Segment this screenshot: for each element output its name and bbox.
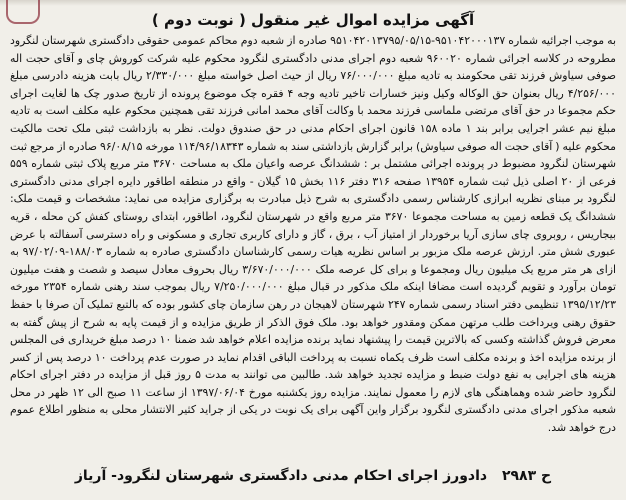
notice-code: ح ۲۹۸۳ [501,468,552,484]
notice-body: به موجب اجرائیه شماره ۹۵۱۰۴۲۰۰۰۱۳۷-۹۵۱۰۴۲۰۱۳۷۹۵/۰۵/۱۵ صادره از شعبه دوم محاکم عمومی حقوقی دادگستری شهرستان لنگرود مطروحه در کلاسه اجرائی شماره ۹۶۰۰۲۰ شعبه دوم اجرای مدنی دادگستری لنگرود محکوم علیه شرکت کوروش چای و آقای حجت اله صوفی سیاوش فرزند تقی محکومند به تادیه مبلغ ۷۶/۰۰۰/۰۰۰ ریال از حیث اصل خواسته مبلغ ۲/۳۳۰/۰۰۰ ریال بابت هزینه دادرسی مبلغ ۴/۲۵۶/۰۰۰ ریال بعنوان حق الوکاله وکیل ونیز خسارات تاخیر تادیه وجه ۴ فقره چک موضوع پرونده از تاریخ صدور چک ها لغایت اجرای حکم مجموعا در حق آقای مرتضی ملماسی فرزند محمد با وکالت آقای محمد امانی فرزند تقی همچنین محکوم علیه مکلف است به تادیه مبلغ نیم عشر اجرایی برابر بند ۱ ماده ۱۵۸ قانون اجرای احکام مدنی در حق صندوق دولت. نظر به بازداشت ثبتی ملک تحت مالکیت محکوم علیه ( آقای حجت اله صوفی سیاوش) برابر گزارش بازداشتی سند به شماره ۱۱۴/۹۶/۱۸۳۴۳ مورخه ۹۶/۰۸/۱۵ صادره از مرجع ثبت شهرستان لنگرود مضبوط در پرونده اجرائی مشتمل بر : ششدانگ عرصه واعیان ملک به مساحت ۳۶۷۰ متر مربع پلاک ثبتی شماره ۵۵۹ فرعی از ۲۰ اصلی ذیل ثبت شماره ۱۳۹۵۴ صفحه ۳۱۶ دفتر ۱۱۶ بخش ۱۵ گیلان - واقع در منطقه اطاقور دایره اجرای مدنی دادگستری لنگرود بر مبنای نظریه ابرازی کارشناس رسمی دادگستری به شرح ذیل مبادرت به برگزاری مزایده می نماید: مشخصات و قیمت ملک: ششدانگ یک قطعه زمین به مساحت مجموعا ۳۶۷۰ متر مربع واقع در شهرستان لنگرود، اطاقور، ابتدای روستای کفش کن محله ، قریه بیجاریس ، روبروی چای سازی آریا برخوردار از امتیاز آب ، برق ، گاز و دارای کاربری تجاری و مسکونی و راه دسترسی آسفالته با عرض عبوری شش متر. ارزش عرصه ملک مزبور بر اساس نظریه هیات رسمی کارشناسان دادگستری صادره به شماره ۱۸۸/۰۳-۹۷/۰۲/۰۹ به ازای هر متر مربع یک میلیون ریال ومجموعا و برای کل عرصه ملک ۳/۶۷۰/۰۰۰/۰۰۰ ریال بحروف معادل سیصد و شصت و هفت میلیون تومان برآورد و تقویم گردیده است مضافا اینکه ملک مذکور در قبال مبلغ ۷/۲۵۰/۰۰۰/۰۰۰ ریال بموجب سند رهنی شماره ۲۳۵۴ مورخه ۱۳۹۵/۱۲/۲۳ تنظیمی دفتر اسناد رسمی شماره ۲۴۷ شهرستان لاهیجان در رهن سازمان چای کشور بوده که بالتبع تملیک آن صرفا با حفظ حقوق رهنی ویرداخت طلب مرتهن ممکن ومقدور خواهد بود. ملک فوق الذکر از طریق مزایده و از قیمت پایه به شرح از پیش گفته به معرض فروش گذاشته وکسی که بالاترین قیمت را پیشنهاد نماید برنده مزایده اعلام خواهد شد ضمنا ۱۰ درصد مبلغ خریداری فی المجلس از برنده مزایده اخذ و برنده مکلف است ظرف یکماه نسبت به پرداخت الباقی اقدام نماید در صورت عدم پرداخت ۱۰ درصد پس از کسر هزینه های اجرایی به نفع دولت ضبط و مزایده تجدید خواهد شد. طالبین می توانند به مدت ۵ روز قبل از مزایده در دفتر اجرای احکام لنگرود حاضر شده وهماهنگی های لازم را معمول نمایند. مزایده روز یکشنبه مورخ ۱۳۹۷/۰۶/۰۴ از ساعت ۱۱ صبح الی ۱۲ ظهر در محل شعبه مذکور اجرای مدنی دادگستری لنگرود برگزار واین آگهی برای یک نوبت در یکی از جراید کثیر الانتشار محلی به منظور اطلاع عموم درج خواهد شد. [10,34,616,435]
clipping-top-edge [0,0,626,6]
red-stamp-mark [6,0,40,24]
notice-footer [10,465,616,487]
notice-title: آگهی مزایده اموال غیر منقول ( نوبت دوم ) [151,11,475,29]
notice-signature: دادورز اجرای احکام مدنی دادگستری شهرستان لنگرود- آریاز [74,468,488,484]
